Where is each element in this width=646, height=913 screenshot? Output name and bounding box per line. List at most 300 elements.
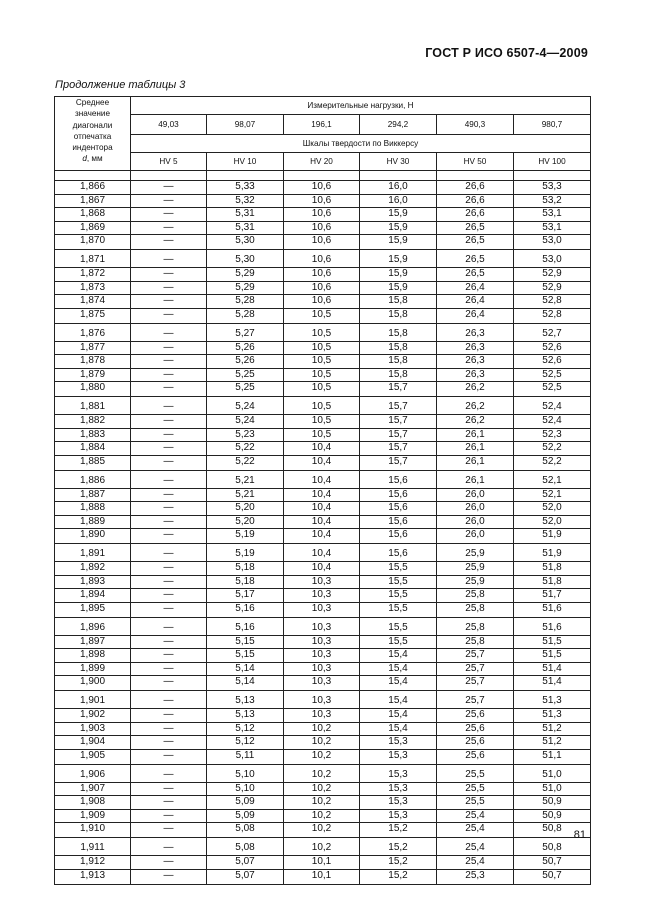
diagonal-cell: 1,869 xyxy=(55,221,131,235)
hardness-cell: 51,9 xyxy=(514,544,591,562)
stub-line: значение xyxy=(74,109,111,119)
diagonal-cell: 1,873 xyxy=(55,281,131,295)
hardness-cell: 52,1 xyxy=(514,470,591,488)
hardness-cell: 10,4 xyxy=(284,562,360,576)
table-row xyxy=(55,869,591,884)
hardness-cell: 15,5 xyxy=(360,589,437,603)
table-row xyxy=(55,575,591,589)
hardness-cell: 26,5 xyxy=(437,250,514,268)
hardness-cell: 15,7 xyxy=(360,382,437,397)
hardness-cell: 15,3 xyxy=(360,736,437,750)
hardness-cell: 52,3 xyxy=(514,428,591,442)
spacer-cell xyxy=(514,171,591,181)
stub-line: диагонали xyxy=(72,120,113,130)
scale-header: HV 5 xyxy=(131,153,207,171)
hardness-cell: 52,0 xyxy=(514,515,591,529)
hardness-cell: 5,25 xyxy=(207,368,284,382)
hardness-cell: 15,6 xyxy=(360,529,437,544)
hardness-cell: 26,1 xyxy=(437,455,514,470)
hardness-cell: 10,4 xyxy=(284,502,360,516)
hardness-cell: 15,8 xyxy=(360,341,437,355)
diagonal-cell: 1,875 xyxy=(55,308,131,323)
hardness-cell: 5,26 xyxy=(207,341,284,355)
diagonal-cell: 1,903 xyxy=(55,722,131,736)
hardness-cell: 5,16 xyxy=(207,617,284,635)
hardness-cell: — xyxy=(131,323,207,341)
hardness-cell: 15,2 xyxy=(360,838,437,856)
hardness-cell: — xyxy=(131,194,207,208)
hardness-cell: 5,29 xyxy=(207,281,284,295)
stub-line: отпечатка xyxy=(73,131,112,141)
hardness-cell: 26,1 xyxy=(437,428,514,442)
hardness-cell: 15,4 xyxy=(360,722,437,736)
hardness-cell: 5,08 xyxy=(207,838,284,856)
hardness-cell: 51,0 xyxy=(514,764,591,782)
hardness-cell: 25,6 xyxy=(437,722,514,736)
hardness-cell: 51,3 xyxy=(514,691,591,709)
load-header: 490,3 xyxy=(437,115,514,135)
hardness-cell: 15,7 xyxy=(360,442,437,456)
hardness-cell: — xyxy=(131,722,207,736)
hardness-cell: 25,4 xyxy=(437,856,514,870)
hardness-cell: 51,6 xyxy=(514,602,591,617)
hardness-cell: 5,30 xyxy=(207,250,284,268)
hardness-cell: — xyxy=(131,221,207,235)
diagonal-cell: 1,885 xyxy=(55,455,131,470)
diagonal-cell: 1,891 xyxy=(55,544,131,562)
hardness-cell: — xyxy=(131,823,207,838)
hardness-cell: 10,6 xyxy=(284,181,360,195)
table-row xyxy=(55,649,591,663)
hardness-cell: — xyxy=(131,397,207,415)
hardness-cell: 5,07 xyxy=(207,856,284,870)
hardness-cell: 5,20 xyxy=(207,502,284,516)
hardness-cell: 51,5 xyxy=(514,635,591,649)
hardness-cell: 10,5 xyxy=(284,415,360,429)
hardness-cell: — xyxy=(131,782,207,796)
hardness-cell: 15,5 xyxy=(360,602,437,617)
table-row xyxy=(55,323,591,341)
hardness-cell: 15,5 xyxy=(360,562,437,576)
spacer-cell xyxy=(55,171,131,181)
table-row xyxy=(55,796,591,810)
hardness-cell: 5,13 xyxy=(207,709,284,723)
hardness-cell: 10,5 xyxy=(284,355,360,369)
diagonal-cell: 1,892 xyxy=(55,562,131,576)
hardness-cell: 10,5 xyxy=(284,308,360,323)
hardness-cell: — xyxy=(131,529,207,544)
hardness-cell: 26,2 xyxy=(437,415,514,429)
hardness-cell: 10,6 xyxy=(284,208,360,222)
hardness-cell: 51,8 xyxy=(514,562,591,576)
diagonal-cell: 1,893 xyxy=(55,575,131,589)
hardness-cell: 25,7 xyxy=(437,662,514,676)
table-row xyxy=(55,722,591,736)
hardness-cell: 25,3 xyxy=(437,869,514,884)
diagonal-cell: 1,900 xyxy=(55,676,131,691)
hardness-cell: 50,9 xyxy=(514,796,591,810)
hardness-cell: 52,5 xyxy=(514,368,591,382)
hardness-table xyxy=(54,96,591,885)
hardness-cell: 15,5 xyxy=(360,635,437,649)
hardness-cell: 10,5 xyxy=(284,428,360,442)
hardness-cell: 15,6 xyxy=(360,544,437,562)
hardness-cell: 10,3 xyxy=(284,602,360,617)
hardness-cell: 15,7 xyxy=(360,428,437,442)
hardness-cell: — xyxy=(131,515,207,529)
hardness-cell: 10,6 xyxy=(284,221,360,235)
hardness-cell: 10,3 xyxy=(284,589,360,603)
hardness-cell: 10,6 xyxy=(284,194,360,208)
hardness-cell: 15,5 xyxy=(360,617,437,635)
diagonal-cell: 1,904 xyxy=(55,736,131,750)
hardness-cell: 5,18 xyxy=(207,575,284,589)
spacer-cell xyxy=(131,171,207,181)
hardness-cell: 26,6 xyxy=(437,181,514,195)
diagonal-cell: 1,868 xyxy=(55,208,131,222)
hardness-cell: — xyxy=(131,562,207,576)
hardness-cell: 25,9 xyxy=(437,575,514,589)
hardness-cell: 52,4 xyxy=(514,415,591,429)
hardness-cell: — xyxy=(131,442,207,456)
hardness-cell: 52,4 xyxy=(514,397,591,415)
hardness-cell: 52,2 xyxy=(514,455,591,470)
hardness-cell: 51,5 xyxy=(514,649,591,663)
hardness-cell: 26,6 xyxy=(437,194,514,208)
hardness-cell: 50,9 xyxy=(514,809,591,823)
hardness-cell: — xyxy=(131,415,207,429)
hardness-cell: — xyxy=(131,250,207,268)
hardness-cell: 26,3 xyxy=(437,323,514,341)
hardness-cell: — xyxy=(131,838,207,856)
hardness-cell: 52,5 xyxy=(514,382,591,397)
hardness-cell: 15,4 xyxy=(360,691,437,709)
hardness-cell: — xyxy=(131,355,207,369)
hardness-cell: 26,4 xyxy=(437,295,514,309)
hardness-cell: 25,6 xyxy=(437,736,514,750)
hardness-cell: 15,4 xyxy=(360,649,437,663)
hardness-cell: 15,7 xyxy=(360,455,437,470)
spacer-cell xyxy=(284,171,360,181)
hardness-cell: 5,07 xyxy=(207,869,284,884)
hardness-cell: 51,3 xyxy=(514,709,591,723)
table-row xyxy=(55,268,591,282)
header-spacer-row xyxy=(55,171,591,181)
stub-unit xyxy=(55,153,130,164)
hardness-cell: 16,0 xyxy=(360,181,437,195)
hardness-cell: 15,6 xyxy=(360,502,437,516)
scale-header: HV 10 xyxy=(207,153,284,171)
hardness-cell: 53,3 xyxy=(514,181,591,195)
table-row xyxy=(55,709,591,723)
table-row xyxy=(55,221,591,235)
diagonal-column-header xyxy=(55,97,131,171)
hardness-cell: 5,28 xyxy=(207,308,284,323)
diagonal-cell: 1,880 xyxy=(55,382,131,397)
hardness-cell: 15,4 xyxy=(360,676,437,691)
stub-unit-text: , мм xyxy=(86,154,103,164)
table-row xyxy=(55,809,591,823)
hardness-cell: 15,7 xyxy=(360,415,437,429)
hardness-cell: 25,7 xyxy=(437,691,514,709)
hardness-cell: 15,4 xyxy=(360,662,437,676)
table-row xyxy=(55,415,591,429)
hardness-cell: 5,12 xyxy=(207,736,284,750)
hardness-cell: — xyxy=(131,676,207,691)
hardness-cell: 10,2 xyxy=(284,764,360,782)
hardness-cell: 26,5 xyxy=(437,235,514,250)
hardness-cell: 15,6 xyxy=(360,470,437,488)
hardness-cell: — xyxy=(131,341,207,355)
table-row xyxy=(55,250,591,268)
hardness-cell: 5,21 xyxy=(207,470,284,488)
hardness-cell: 26,5 xyxy=(437,268,514,282)
diagonal-cell: 1,897 xyxy=(55,635,131,649)
hardness-cell: 15,3 xyxy=(360,764,437,782)
hardness-cell: 5,16 xyxy=(207,602,284,617)
hardness-cell: 53,0 xyxy=(514,250,591,268)
hardness-cell: 15,3 xyxy=(360,782,437,796)
hardness-cell: 5,09 xyxy=(207,809,284,823)
diagonal-cell: 1,912 xyxy=(55,856,131,870)
hardness-cell: 10,3 xyxy=(284,662,360,676)
hardness-cell: 25,4 xyxy=(437,823,514,838)
table-row xyxy=(55,488,591,502)
diagonal-cell: 1,866 xyxy=(55,181,131,195)
hardness-cell: 51,8 xyxy=(514,575,591,589)
diagonal-cell: 1,913 xyxy=(55,869,131,884)
stub-unit-var: d xyxy=(82,154,87,164)
hardness-cell: 10,2 xyxy=(284,722,360,736)
hardness-cell: 15,3 xyxy=(360,796,437,810)
diagonal-cell: 1,882 xyxy=(55,415,131,429)
hardness-cell: — xyxy=(131,281,207,295)
hardness-cell: — xyxy=(131,736,207,750)
table-caption: Продолжение таблицы 3 xyxy=(55,79,186,91)
hardness-cell: — xyxy=(131,796,207,810)
hardness-cell: — xyxy=(131,764,207,782)
hardness-cell: 26,5 xyxy=(437,221,514,235)
hardness-cell: 51,2 xyxy=(514,722,591,736)
diagonal-cell: 1,902 xyxy=(55,709,131,723)
table-row xyxy=(55,208,591,222)
diagonal-cell: 1,877 xyxy=(55,341,131,355)
diagonal-cell: 1,871 xyxy=(55,250,131,268)
hardness-cell: 10,2 xyxy=(284,809,360,823)
hardness-cell: 5,15 xyxy=(207,635,284,649)
table-row xyxy=(55,662,591,676)
hardness-cell: 25,7 xyxy=(437,676,514,691)
hardness-cell: — xyxy=(131,488,207,502)
hardness-cell: 15,5 xyxy=(360,575,437,589)
hardness-cell: 51,4 xyxy=(514,676,591,691)
hardness-cell: 10,3 xyxy=(284,709,360,723)
hardness-cell: 5,27 xyxy=(207,323,284,341)
hardness-cell: 26,0 xyxy=(437,488,514,502)
hardness-cell: 5,14 xyxy=(207,662,284,676)
hardness-cell: 53,0 xyxy=(514,235,591,250)
hardness-cell: 5,13 xyxy=(207,691,284,709)
hardness-cell: 10,1 xyxy=(284,856,360,870)
table-row xyxy=(55,749,591,764)
hardness-cell: 26,4 xyxy=(437,308,514,323)
hardness-cell: — xyxy=(131,470,207,488)
hardness-cell: 15,7 xyxy=(360,397,437,415)
diagonal-cell: 1,883 xyxy=(55,428,131,442)
hardness-cell: 51,1 xyxy=(514,749,591,764)
hardness-cell: 5,26 xyxy=(207,355,284,369)
document-standard-header: ГОСТ Р ИСО 6507-4—2009 xyxy=(425,46,588,60)
hardness-cell: 5,10 xyxy=(207,782,284,796)
hardness-cell: 5,30 xyxy=(207,235,284,250)
hardness-cell: 15,3 xyxy=(360,809,437,823)
hardness-cell: 50,7 xyxy=(514,869,591,884)
table-row xyxy=(55,562,591,576)
diagonal-cell: 1,879 xyxy=(55,368,131,382)
hardness-cell: — xyxy=(131,181,207,195)
spacer-cell xyxy=(437,171,514,181)
hardness-cell: 26,3 xyxy=(437,368,514,382)
diagonal-cell: 1,888 xyxy=(55,502,131,516)
hardness-cell: 26,3 xyxy=(437,355,514,369)
hardness-cell: 51,4 xyxy=(514,662,591,676)
hardness-cell: 5,31 xyxy=(207,221,284,235)
hardness-cell: 25,9 xyxy=(437,544,514,562)
hardness-cell: 10,6 xyxy=(284,268,360,282)
diagonal-cell: 1,887 xyxy=(55,488,131,502)
hardness-cell: 25,9 xyxy=(437,562,514,576)
hardness-cell: 25,5 xyxy=(437,764,514,782)
diagonal-cell: 1,895 xyxy=(55,602,131,617)
hardness-cell: 26,0 xyxy=(437,515,514,529)
hardness-cell: 26,4 xyxy=(437,281,514,295)
hardness-cell: 10,4 xyxy=(284,488,360,502)
hardness-cell: 15,8 xyxy=(360,368,437,382)
hardness-cell: 15,9 xyxy=(360,281,437,295)
hardness-cell: 10,2 xyxy=(284,782,360,796)
hardness-cell: 52,2 xyxy=(514,442,591,456)
hardness-cell: 52,9 xyxy=(514,268,591,282)
hardness-cell: 10,3 xyxy=(284,635,360,649)
hardness-cell: 52,6 xyxy=(514,355,591,369)
hardness-cell: 25,6 xyxy=(437,749,514,764)
table-row xyxy=(55,544,591,562)
hardness-cell: 26,6 xyxy=(437,208,514,222)
hardness-cell: 5,19 xyxy=(207,529,284,544)
diagonal-cell: 1,881 xyxy=(55,397,131,415)
hardness-cell: — xyxy=(131,268,207,282)
hardness-cell: 10,2 xyxy=(284,749,360,764)
hardness-cell: 25,6 xyxy=(437,709,514,723)
hardness-cell: 10,4 xyxy=(284,442,360,456)
hardness-cell: 15,8 xyxy=(360,355,437,369)
hardness-cell: 10,4 xyxy=(284,529,360,544)
diagonal-cell: 1,911 xyxy=(55,838,131,856)
hardness-cell: 25,4 xyxy=(437,838,514,856)
hardness-cell: 25,5 xyxy=(437,782,514,796)
load-header: 98,07 xyxy=(207,115,284,135)
diagonal-cell: 1,905 xyxy=(55,749,131,764)
hardness-cell: — xyxy=(131,368,207,382)
hardness-cell: 52,1 xyxy=(514,488,591,502)
hardness-cell: 5,22 xyxy=(207,442,284,456)
hardness-cell: 10,5 xyxy=(284,382,360,397)
table-row xyxy=(55,470,591,488)
hardness-cell: 15,8 xyxy=(360,295,437,309)
hardness-cell: — xyxy=(131,869,207,884)
hardness-cell: — xyxy=(131,602,207,617)
hardness-cell: 25,7 xyxy=(437,649,514,663)
table-row xyxy=(55,856,591,870)
hardness-cell: 10,3 xyxy=(284,676,360,691)
scales-title: Шкалы твердости по Виккерсу xyxy=(131,135,591,153)
hardness-cell: 26,2 xyxy=(437,397,514,415)
hardness-cell: 10,4 xyxy=(284,515,360,529)
hardness-cell: 52,8 xyxy=(514,308,591,323)
hardness-cell: 15,9 xyxy=(360,235,437,250)
hardness-cell: — xyxy=(131,308,207,323)
hardness-cell: 10,2 xyxy=(284,736,360,750)
load-header: 980,7 xyxy=(514,115,591,135)
table-head xyxy=(55,97,591,171)
hardness-cell: 53,1 xyxy=(514,221,591,235)
hardness-cell: 10,6 xyxy=(284,295,360,309)
hardness-cell: — xyxy=(131,544,207,562)
hardness-cell: 5,08 xyxy=(207,823,284,838)
hardness-cell: 25,8 xyxy=(437,602,514,617)
hardness-cell: — xyxy=(131,709,207,723)
hardness-cell: 15,9 xyxy=(360,221,437,235)
table-body xyxy=(55,171,591,885)
hardness-cell: 5,33 xyxy=(207,181,284,195)
diagonal-cell: 1,901 xyxy=(55,691,131,709)
hardness-cell: 5,22 xyxy=(207,455,284,470)
hardness-cell: 10,5 xyxy=(284,341,360,355)
table-row xyxy=(55,589,591,603)
hardness-cell: 10,2 xyxy=(284,796,360,810)
table-row xyxy=(55,368,591,382)
hardness-cell: — xyxy=(131,589,207,603)
hardness-cell: 10,1 xyxy=(284,869,360,884)
stub-line: индентора xyxy=(72,143,113,153)
table-row xyxy=(55,235,591,250)
hardness-cell: 25,8 xyxy=(437,635,514,649)
hardness-cell: 15,2 xyxy=(360,856,437,870)
hardness-cell: 15,8 xyxy=(360,308,437,323)
hardness-cell: 5,17 xyxy=(207,589,284,603)
hardness-cell: 10,5 xyxy=(284,368,360,382)
hardness-cell: — xyxy=(131,617,207,635)
table-row xyxy=(55,838,591,856)
hardness-cell: 5,24 xyxy=(207,397,284,415)
hardness-cell: 26,3 xyxy=(437,341,514,355)
hardness-cell: 10,6 xyxy=(284,235,360,250)
hardness-cell: 51,0 xyxy=(514,782,591,796)
hardness-cell: — xyxy=(131,662,207,676)
table-row xyxy=(55,455,591,470)
hardness-cell: 15,2 xyxy=(360,823,437,838)
table-row xyxy=(55,397,591,415)
scale-header: HV 30 xyxy=(360,153,437,171)
hardness-cell: 26,0 xyxy=(437,529,514,544)
hardness-cell: 5,12 xyxy=(207,722,284,736)
hardness-cell: 16,0 xyxy=(360,194,437,208)
hardness-cell: 52,9 xyxy=(514,281,591,295)
hardness-cell: 10,4 xyxy=(284,455,360,470)
hardness-cell: 15,4 xyxy=(360,709,437,723)
table-row xyxy=(55,736,591,750)
diagonal-cell: 1,870 xyxy=(55,235,131,250)
